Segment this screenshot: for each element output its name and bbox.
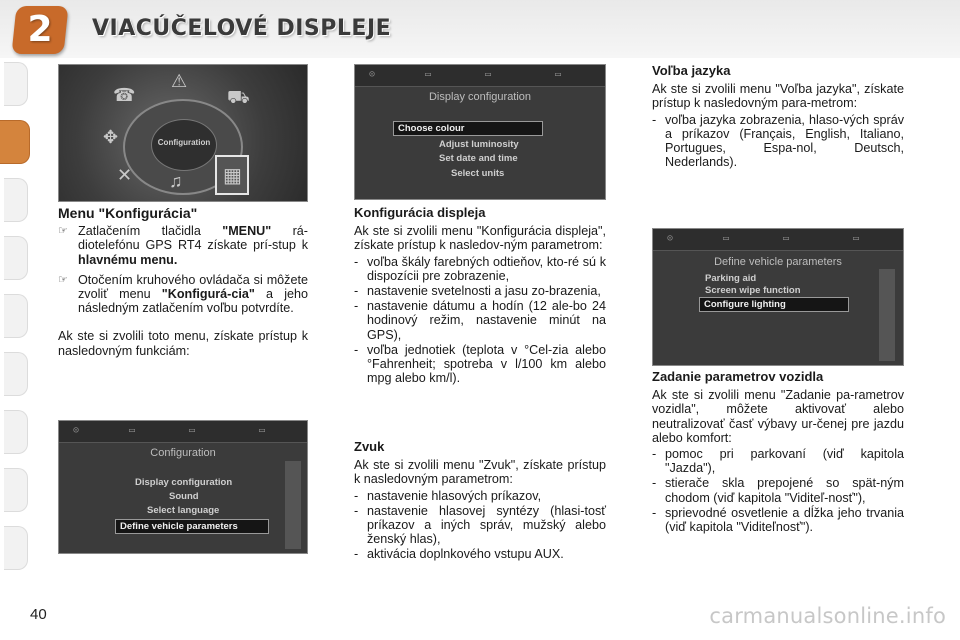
side-tab[interactable] xyxy=(4,410,28,454)
map-strip xyxy=(879,269,895,361)
menu-button-label: "MENU" xyxy=(222,224,272,239)
step-1-text-2: rá-diotelefónu GPS RT4 získate prí-stup k xyxy=(78,224,308,253)
column-2-display xyxy=(354,206,606,386)
language-heading: Voľba jazyka xyxy=(652,63,731,78)
column-2-sound xyxy=(354,440,606,563)
list-item: - nastavenie svetelnosti a jasu zo-brazenia, xyxy=(354,284,601,299)
screen-title: Display configuration xyxy=(428,91,532,103)
tools-icon: ✕ xyxy=(117,165,133,185)
menu-item-display-configuration[interactable]: Display configuration xyxy=(135,477,233,488)
page-number: 40 xyxy=(30,606,47,623)
list-item: - voľba jazyka zobrazenia, hlaso-vých správ a príkazov (Français, English, Italiano, Portugues, Espa-nol, Deutsch, Nederlands). xyxy=(652,112,904,170)
side-tab[interactable] xyxy=(4,352,28,396)
list-item: - nastavenie dátumu a hodín (12 ale-bo 24 hodinový režim, nastavenie minút na GPS), xyxy=(354,299,606,342)
list-item: - aktivácia doplnkového vstupu AUX. xyxy=(354,547,564,562)
menu-item-choose-colour[interactable]: Choose colour xyxy=(393,121,543,136)
side-tab[interactable] xyxy=(4,236,28,280)
list-item: - voľba škály farebných odtieňov, kto-ré sú k dispozícii pre zobrazenie, xyxy=(354,254,606,283)
side-tab[interactable] xyxy=(4,468,28,512)
column-3-language xyxy=(652,64,904,170)
display-config-heading: Konfigurácia displeja xyxy=(354,205,486,220)
step-2 xyxy=(58,273,308,316)
phone-icon: ☎ xyxy=(113,85,136,105)
side-tab[interactable] xyxy=(4,62,28,106)
step-2-text-2: a jeho následným zatlačením voľbu potvrdíte. xyxy=(78,287,308,316)
vehicle-params-list xyxy=(652,447,904,534)
status-bar: ⊙ ▭ ▭ ▭ xyxy=(653,229,903,251)
side-tab[interactable] xyxy=(4,294,28,338)
config-grid-icon: ▦ xyxy=(223,165,242,187)
menu-item-parking-aid[interactable]: Parking aid xyxy=(705,273,757,284)
list-item: - sprievodné osvetlenie a dĺžka jeho trvania (viď kapitola "Viditeľnosť"). xyxy=(652,505,904,535)
menu-item-adjust-luminosity[interactable]: Adjust luminosity xyxy=(439,139,519,150)
menu-item-configure-lighting[interactable]: Configure lighting xyxy=(699,297,849,312)
configuration-screenshot xyxy=(58,420,308,554)
pointer-icon: ☞ xyxy=(58,225,68,238)
list-item: - voľba jednotiek (teplota v °Cel-zia alebo °Fahrenheit; spotreba v l/100 km alebo mpg alebo km/l). xyxy=(354,342,606,386)
music-icon: ♫ xyxy=(169,171,183,191)
chapter-number: 2 xyxy=(27,9,53,50)
step-2-text: Otočením kruhového ovládača si môžete zvoliť menu xyxy=(78,272,308,302)
side-tab[interactable] xyxy=(4,526,28,570)
column-1 xyxy=(58,206,308,358)
list-item: - nastavenie hlasových príkazov, xyxy=(354,488,542,503)
functions-intro: Ak ste si zvolili toto menu, získate prístup k nasledovným funkciám: xyxy=(58,329,308,358)
step-1 xyxy=(58,224,308,267)
menu-item-select-units[interactable]: Select units xyxy=(451,168,505,179)
main-menu-label: hlavnému menu. xyxy=(78,252,178,267)
list-item: - pomoc pri parkovaní (viď kapitola "Jazda"), xyxy=(652,447,904,476)
language-list xyxy=(652,113,904,170)
side-tab-active[interactable] xyxy=(0,120,30,164)
menu-item-screen-wipe[interactable]: Screen wipe function xyxy=(705,285,801,296)
menu-item-select-language[interactable]: Select language xyxy=(147,505,220,516)
list-item: - stierače skla prepojené so spät-ným chodom (viď kapitola "Viditeľ-nosť"), xyxy=(652,476,904,505)
pointer-icon: ☞ xyxy=(58,273,68,286)
map-strip xyxy=(285,461,301,549)
wheel-center-label: Configuration xyxy=(157,138,211,147)
menu-item-sound[interactable]: Sound xyxy=(169,491,199,502)
screen-title: Configuration xyxy=(150,447,216,459)
chapter-title: VIACÚČELOVÉ DISPLEJE xyxy=(92,16,392,41)
vehicle-params-screenshot xyxy=(652,228,904,366)
screen-title: Define vehicle parameters xyxy=(714,256,842,268)
side-tabs xyxy=(0,62,40,582)
menu-item-set-date-time[interactable]: Set date and time xyxy=(439,153,518,164)
display-config-list xyxy=(354,255,606,386)
configuration-label: "Konfigurá-cia" xyxy=(161,287,255,302)
car-icon: ⛟ xyxy=(227,87,250,107)
vehicle-params-heading: Zadanie parametrov vozidla xyxy=(652,369,824,384)
list-item: - nastavenie hlasovej syntézy (hlasi-tosť príkazov a iných správ, mužský alebo ženský hlas), xyxy=(354,503,606,547)
steps-list xyxy=(58,224,308,315)
status-bar: ⊙ ▭ ▭ ▭ xyxy=(59,421,307,443)
warning-icon: ⚠ xyxy=(171,71,188,91)
step-1-text: Zatlačením tlačidla xyxy=(78,224,223,239)
sound-para: Ak ste si zvolili menu "Zvuk", získate prístup k nasledovným parametrom: xyxy=(354,458,606,487)
sound-heading: Zvuk xyxy=(354,439,385,454)
display-config-para: Ak ste si zvolili menu "Konfigurácia displeja", získate prístup k nasledov-ným parametrom: xyxy=(354,224,606,253)
language-para: Ak ste si zvolili menu "Voľba jazyka", získate prístup k nasledovným para-metrom: xyxy=(652,82,904,111)
display-config-screenshot xyxy=(354,64,606,200)
column-3-vehicle xyxy=(652,370,904,535)
sound-list xyxy=(354,489,606,562)
watermark: carmanualsonline.info xyxy=(709,604,946,628)
compass-icon: ✥ xyxy=(103,127,119,147)
side-tab[interactable] xyxy=(4,178,28,222)
vehicle-params-para: Ak ste si zvolili menu "Zadanie pa-rametrov vozidla", môžete aktivovať alebo neutralizovať časť výbavy ur-čenej pre jazdu alebo komfort: xyxy=(652,388,904,445)
wheel-menu-screenshot xyxy=(58,64,308,202)
menu-configuration-heading: Menu "Konfigurácia" xyxy=(58,205,198,221)
menu-item-define-vehicle-parameters[interactable]: Define vehicle parameters xyxy=(115,519,269,534)
status-bar: ⊙ ▭ ▭ ▭ xyxy=(355,65,605,87)
